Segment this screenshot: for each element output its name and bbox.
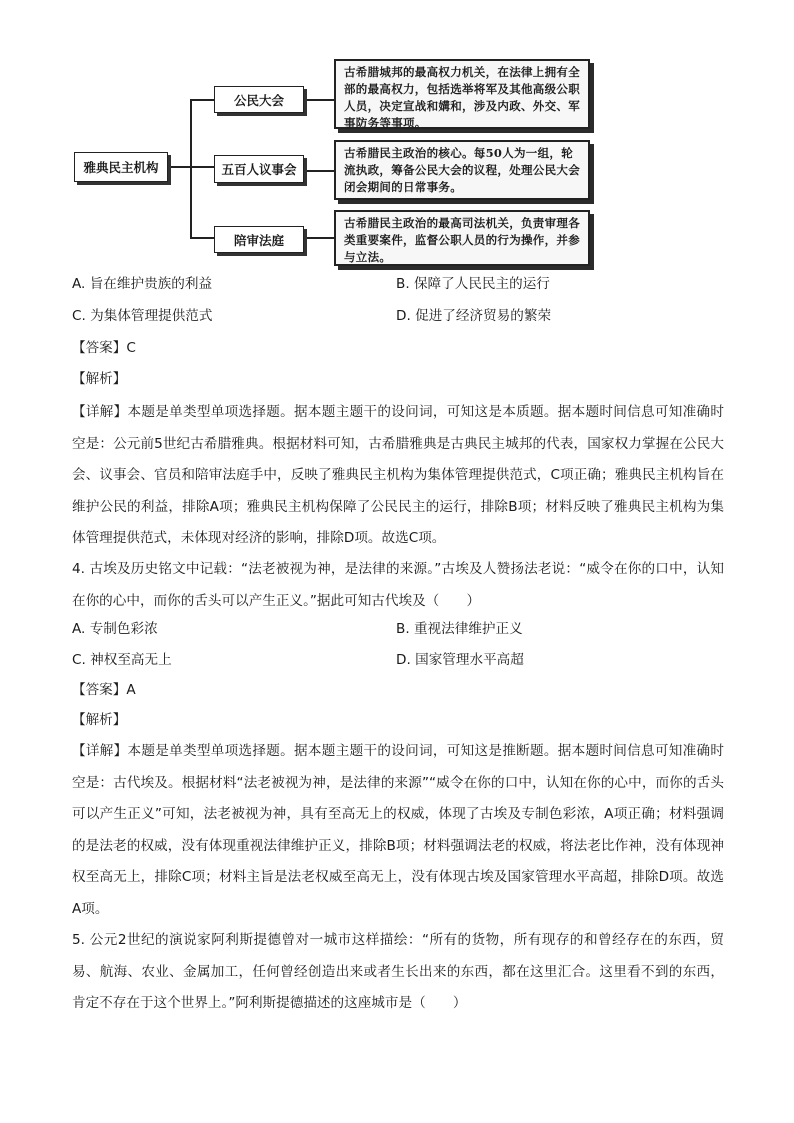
connector-root xyxy=(168,166,190,168)
connector-desc-2 xyxy=(304,170,334,172)
q4-answer-line xyxy=(72,680,136,700)
root-node: 雅典民主机构 xyxy=(74,152,168,182)
connector-desc-3 xyxy=(304,237,334,239)
q4-answer-value: A xyxy=(126,682,136,698)
connector-branch-1 xyxy=(190,99,214,101)
q4-option-b: B. 重视法律维护正义 xyxy=(396,621,523,637)
desc-citizens-assembly: 古希腊城邦的最高权力机关，在法律上拥有全部的最高权力，包括选举将军及其他高级公职人员，决定宣战和媾和，涉及内政、外交、军事防务等事项。 xyxy=(334,59,590,129)
q3-option-c: C. 为集体管理提供范式 xyxy=(72,308,213,324)
q4-stem: 4. 古埃及历史铭文中记载：“法老被视为神，是法律的来源。”古埃及人赞扬法老说：“威令在你的口中，认知在你的心中，而你的舌头可以产生正义。”据此可知古代埃及（ ） xyxy=(72,561,724,609)
q3-detail: 【详解】本题是单类型单项选择题。据本题主题干的设问词，可知这是本质题。据本题时间信息可知准确时空是：公元前5世纪古希腊雅典。根据材料可知，古希腊雅典是古典民主城邦的代表，国家权力掌握在公民大会、议事会、官员和陪审法庭手中，反映了雅典民主机构为集体管理提供范式，C项正确；雅典民主机构旨在维护公民的利益，排除A项；雅典民主机构保障了公民民主的运行，排除B项；材料反映了雅典民主机构为集体管理提供范式，未体现对经济的影响，排除D项。故选C项。 xyxy=(72,404,724,546)
q5-stem: 5. 公元2世纪的演说家阿利斯提德曾对一城市这样描绘：“所有的货物，所有现存的和曾经存在的东西，贸易、航海、农业、金属加工，任何曾经创造出来或者生长出来的东西，都在这里汇合。这里看不到的东西，肯定不存在于这个世界上。”阿利斯提德描述的这座城市是（ ） xyxy=(72,932,724,1011)
q4-detail: 【详解】本题是单类型单项选择题。据本题主题干的设问词，可知这是推断题。据本题时间信息可知准确时空是：古代埃及。根据材料“法老被视为神，是法律的来源”“威令在你的口中，认知在你的心中，而你的舌头可以产生正义”可知，法老被视为神，具有至高无上的权威，体现了古埃及专制色彩浓，A项正确；材料强调的是法老的权威，没有体现重视法律维护正义，排除B项；材料强调法老的权威，将法老比作神，没有体现神权至高无上，排除C项；材料主旨是法老权威至高无上，没有体现古埃及国家管理水平高超，排除D项。故选A项。 xyxy=(72,743,724,917)
branch-node-citizens-assembly: 公民大会 xyxy=(214,86,304,113)
q4-option-c: C. 神权至高无上 xyxy=(72,652,172,668)
q3-analysis-tag: 【解析】 xyxy=(72,371,127,387)
q3-option-a: A. 旨在维护贵族的利益 xyxy=(72,276,213,292)
connector-trunk xyxy=(190,99,192,237)
connector-desc-1 xyxy=(304,99,334,101)
branch-node-jury-court: 陪审法庭 xyxy=(214,226,304,253)
q4-answer-tag: 【答案】 xyxy=(72,682,127,698)
desc-jury-court: 古希腊民主政治的最高司法机关，负责审理各类重要案件，监督公职人员的行为操作，并参与立法。 xyxy=(334,210,590,266)
connector-branch-2 xyxy=(190,166,214,168)
q3-option-b: B. 保障了人民民主的运行 xyxy=(396,276,550,292)
desc-council-500: 古希腊民主政治的核心。每50人为一组，轮流执政，筹备公民大会的议程，处理公民大会闭会期间的日常事务。 xyxy=(334,140,590,200)
q4-option-d: D. 国家管理水平高超 xyxy=(396,652,524,668)
branch-node-council-500: 五百人议事会 xyxy=(214,155,304,183)
q3-option-d: D. 促进了经济贸易的繁荣 xyxy=(396,308,552,324)
q3-answer-tag: 【答案】 xyxy=(72,340,127,356)
connector-branch-3 xyxy=(190,237,214,239)
q4-analysis-tag: 【解析】 xyxy=(72,712,127,728)
q4-option-a: A. 专制色彩浓 xyxy=(72,621,158,637)
athens-democracy-diagram xyxy=(0,0,794,275)
q3-answer-value: C xyxy=(126,340,136,356)
q3-answer-line xyxy=(72,338,136,358)
